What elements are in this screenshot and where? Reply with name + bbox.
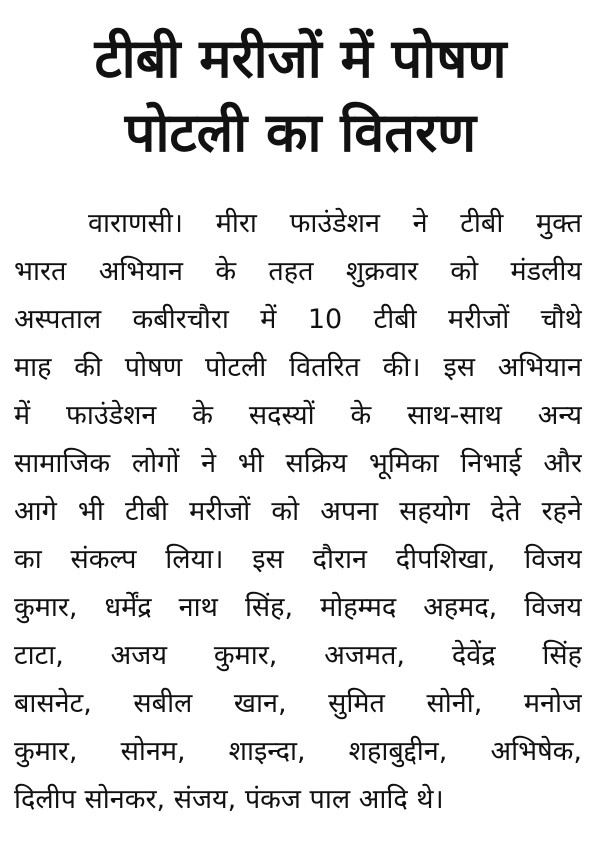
body-line: वाराणसी। मीरा फाउंडेशन ने टीबी मुक्त: [88, 208, 582, 239]
article-headline: [0, 22, 601, 170]
article-body: [14, 200, 582, 824]
body-line: माह की पोषण पोटली वितरित की। इस अभियान: [14, 352, 582, 383]
body-line: दिलीप सोनकर, संजय, पंकज पाल आदि थे।: [14, 784, 444, 815]
body-line: में फाउंडेशन के सदस्यों के साथ-साथ अन्य: [14, 400, 582, 431]
body-line: आगे भी टीबी मरीजों को अपना सहयोग देते रहने: [14, 496, 582, 527]
body-line: टाटा, अजय कुमार, अजमत, देवेंद्र सिंह: [14, 640, 582, 671]
body-line: का संकल्प लिया। इस दौरान दीपशिखा, विजय: [14, 544, 582, 575]
body-line: सामाजिक लोगों ने भी सक्रिय भूमिका निभाई और: [14, 448, 582, 479]
body-line: बासनेट, सबील खान, सुमित सोनी, मनोज: [14, 688, 582, 719]
headline-line-1: टीबी मरीजों में पोषण: [94, 27, 507, 90]
body-line: अस्पताल कबीरचौरा में 10 टीबी मरीजों चौथे: [14, 304, 582, 335]
body-line: भारत अभियान के तहत शुक्रवार को मंडलीय: [14, 256, 582, 287]
body-line: कुमार, सोनम, शाइन्दा, शहाबुद्दीन, अभिषेक,: [14, 736, 582, 767]
headline-line-2: पोटली का वितरण: [124, 101, 477, 164]
body-line: कुमार, धर्मेंद्र नाथ सिंह, मोहम्मद अहमद, विजय: [14, 592, 582, 623]
